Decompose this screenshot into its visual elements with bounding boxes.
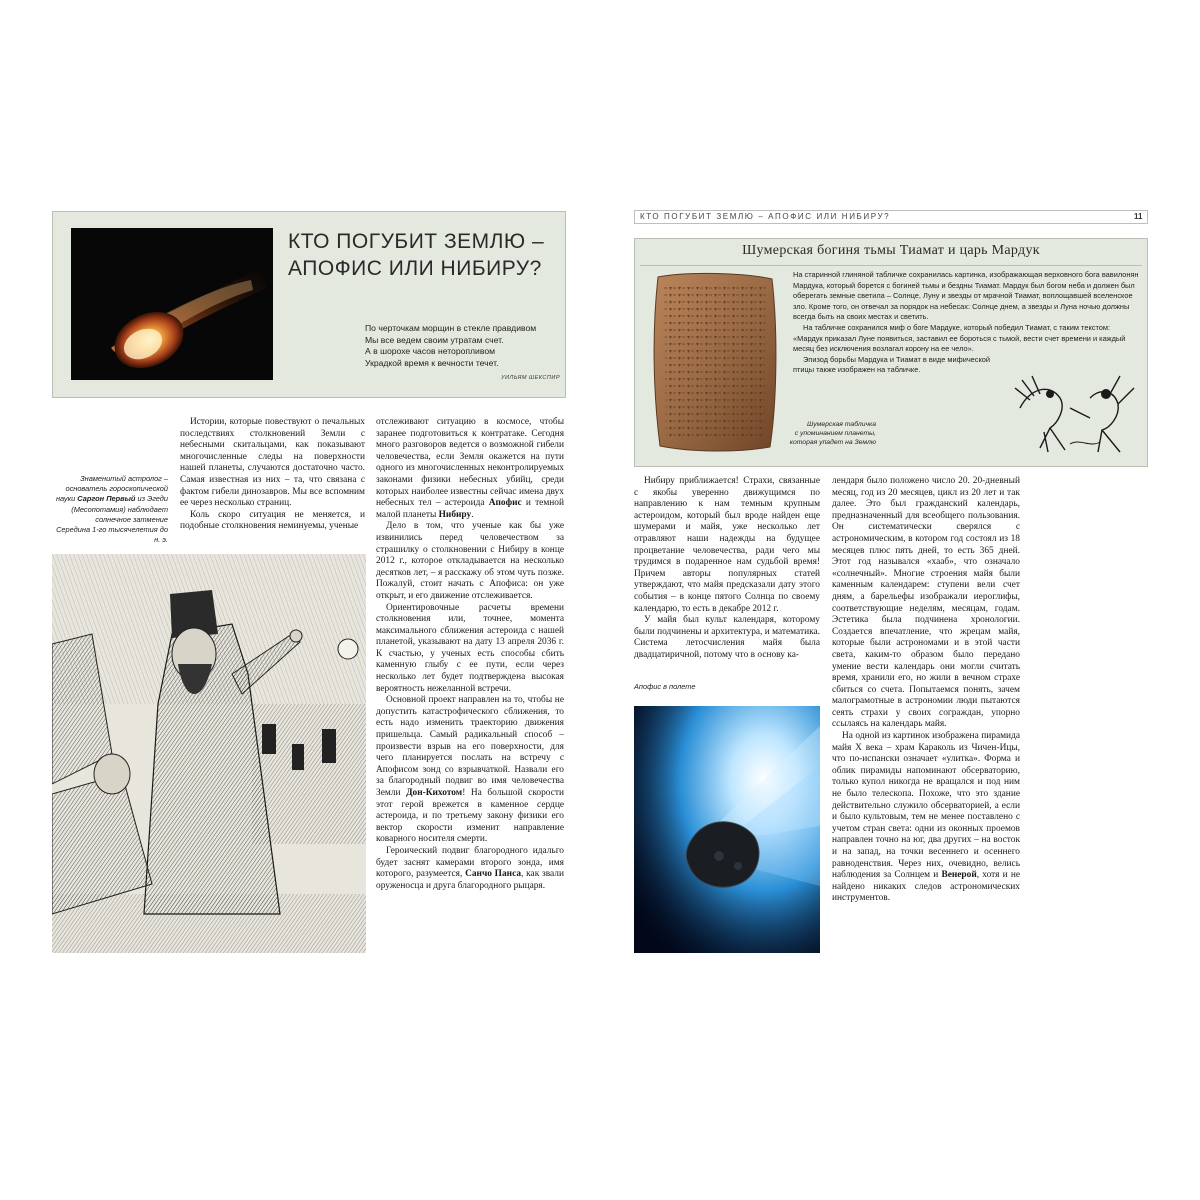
apophis-image — [634, 706, 820, 953]
paragraph-text: , как звали оруженосца и друга благородного рыцаря. — [376, 869, 564, 891]
paragraph-text: . — [471, 509, 474, 520]
paragraph: Эпизод борьбы Мардука и Тиамат в виде мифической птицы также изображен на табличке. — [793, 354, 991, 375]
epigraph-line: По черточкам морщин в стекле правдивом — [365, 323, 537, 333]
text-column-2 — [376, 417, 564, 892]
paragraph — [376, 846, 564, 892]
caption-line: основатель гороскопической — [65, 484, 168, 494]
text-column-1 — [180, 417, 365, 533]
battle-drawing-image — [1010, 368, 1140, 458]
paragraph-text: и темной малой планеты — [376, 498, 564, 520]
tablet-caption — [756, 420, 876, 448]
text-column-3 — [634, 476, 820, 662]
marduk-tiamat-drawing-icon — [1010, 368, 1140, 458]
paragraph: У майя был культ календаря, которому были подчинены и архитектура, и математика. Система летосчисления майя была двадцатиричной, потому что в основу ка- — [634, 615, 820, 660]
caption-line: которая упадет на Землю — [789, 439, 876, 447]
paragraph — [376, 695, 564, 846]
epigraph — [365, 323, 560, 369]
engraving-caption — [52, 474, 168, 545]
epigraph-author: УИЛЬЯМ ШЕКСПИР — [501, 375, 560, 381]
engraving-image — [52, 554, 366, 953]
paragraph — [376, 417, 564, 521]
paragraph: Нибиру приближается! Страхи, связанные с якобы уверенно движущимся по направлению к нам темным крупным астероидом, который был вроде найден еще шумерами и майя, уже несколько лет отравляют наши надежды на будущее процветание человечества, ради чего мы трудимся в подаренное нам судьбой время! Причем авторы популярных статей утверждают, что майя предсказали дату этого события – в конце пятого Солнца по своему календарю, то есть в декабре 2012 г. — [634, 476, 820, 614]
paragraph-text: На одной из картинок изображена пирамида майя X века – храм Караколь из Чичен-Ицы, что по-испански означает «улитка». Форма и облик пирамиды напоминают обсерваторию, только купол никогда не вращался и под ним не было телескопа. Похоже, что это здание действительно служило обсерваторией, а если и было культовым, тем не менее поставлено с учетом стран света: одни из оконных проемов направлен точно на юг, два других – на восток и на запад, на точки весеннего и осеннего равноденствия. Через них, очевидно, велись наблюдения за Солнцем и — [832, 731, 1020, 881]
bold-term: Апофис — [488, 498, 522, 509]
bold-term: Венерой — [941, 870, 977, 881]
apophis-caption: Апофис в полете — [634, 682, 696, 691]
paragraph: лендаря было положено число 20. 20-дневный месяц, год из 20 месяцев, цикл из 20 лет и так далее. Это был гражданский календарь, предназначенный для всеобщего пользования. Он систематически сверялся с астрономическим, в котором год состоял из 18 месяцев плюс пять дней, то есть 365 дней. Этот год назывался «хааб», что означало «солнечный». Многие строения майя были каменным календарем: ступени вели счет дням, а барельефы изображали иероглифы, соответствующие неделям, месяцам, годам. Эстетика была подчинена хронологии. Создается впечатление, что жрецам майя, которые были астрономами и в этой части света, каким-то образом было передано умение вести календарь они могли считать время, хранили его, но жили в вечном страхе сбиться со счета. Попытаемся понять, зачем малограмотные в астрономии люди пытаются сеять страхи у своих сограждан, упорно ссылаясь на календарь майя. — [832, 476, 1020, 730]
caption-line — [52, 494, 168, 504]
epigraph-line: Украдкой время к вечности течет. — [365, 357, 499, 368]
caption-line: (Месопотамия) наблюдает — [71, 504, 168, 514]
paragraph-text: ! На большой скорости этот герой врежется в каменное сердце астероида, и по третьему закону физики его вектор скорости изменит направление коварного носителя смерти. — [376, 788, 564, 845]
asteroid-icon — [634, 706, 820, 953]
paragraph: Коль скоро ситуация не меняется, и подобные столкновения неминуемы, ученые — [180, 509, 365, 532]
paragraph: Ориентировочные расчеты времени столкновения или, точнее, момента максимального сближения астероида с нашей планетой, указывают на дату 13 апреля 2036 г. К счастью, у ученых есть способы сбить каменную глыбу с ее пути, если через несколько лет будет подтверждена высокая вероятность нежеланной встречи. — [376, 602, 564, 694]
sidebar-divider — [640, 265, 1142, 266]
paragraph: На табличке сохранился миф о боге Мардуке, который победил Тиамат, с таким текстом: «Мардук приказал Луне появиться, заставил ее бороться с тьмой, вести счет времени и каждый месяц без исключения возлагал корону на ее чело». — [793, 322, 1126, 354]
paragraph-text: отслеживают ситуацию в космосе, чтобы заранее подготовиться к контратаке. Сегодня много разговоров ведется о возможной гибели человечества, если Земля окажется на пути одного из многочисленных неконтролируемых законами физики небесных убийц, среди которых наиболее известны сейчас имена двух небесных тел – астероида — [376, 417, 564, 509]
paragraph-text: Героический подвиг благородного идальго будет заснят камерами второго зонда, имя которого, разумеется, — [376, 845, 564, 880]
epigraph-line: А в шорохе часов неторопливом — [365, 346, 496, 356]
paragraph: На старинной глиняной табличке сохранилась картинка, изображающая верховного бога вавилонян Мардука, который борется с богиней тьмы и бездны Тиамат. Мардук был богом неба и должен был оберегать земные светила – Солнце, Луну и звезды от мрачной Тиамат, воплощавшей вселенское зло. Кроме того, он отвечал за порядок на небесах: Солнце днем, а звезды и Луна ночью должны всегда быть на своих местах и светить. — [793, 270, 1139, 322]
text-column-4 — [832, 476, 1020, 905]
caption-line: Знаменитый астролог – — [80, 474, 168, 483]
caption-text: из Эгеди — [135, 494, 168, 504]
caption-line: Шумерская табличка — [807, 421, 876, 428]
paragraph-text: Основной проект направлен на то, чтобы не допустить катастрофического сближения, то есть надо изменить траекторию движения пришельца. Самый радикальный способ – произвести взрыв на его поверхности, для чего планируется послать на встречу с Апофисом зонд со взрывчаткой. Назвали его за благородный подвиг во имя человечества Земли — [376, 695, 564, 798]
caption-line: с упоминанием планеты, — [794, 430, 876, 438]
page-number: 11 — [1134, 212, 1143, 221]
paragraph: Истории, которые повествуют о печальных последствиях столкновений Земли с небесными скитальцами, как показывают многочисленные следы на поверхности нашей планеты, случаются достаточно часто. Самая известная из них – та, что связана с фактом гибели динозавров. Мы все вспомним ее через несколько страниц. — [180, 417, 365, 509]
bold-term: Нибиру — [438, 509, 472, 520]
chapter-title-line: КТО ПОГУБИТ ЗЕМЛЮ – — [288, 230, 545, 253]
chapter-title — [288, 228, 558, 282]
paragraph: Дело в том, что ученые как бы уже извинились перед человечеством за страшилку о столкновении с Нибиру в конце 2012 г., которое откладывается на несколько десятков лет, – я расскажу об этом чуть позже. Пожалуй, стоит начать с Апофиса: он уже открыт, и его движение отслеживается. — [376, 521, 564, 601]
epigraph-line: Мы все ведем своим утратам счет. — [365, 334, 504, 345]
caption-line: Середина 1-го тысячелетия до н. э. — [56, 525, 168, 545]
astrologer-engraving-icon — [52, 554, 366, 953]
paragraph — [832, 731, 1020, 905]
sidebar-text — [793, 270, 1140, 376]
bold-term: Дон-Кихотом — [406, 788, 463, 798]
meteor-image — [71, 228, 273, 380]
caption-line: солнечное затмение — [95, 514, 168, 524]
running-head-title: КТО ПОГУБИТ ЗЕМЛЮ – АПОФИС ИЛИ НИБИРУ? — [640, 212, 891, 221]
paragraph-text: , хотя и не найдено никаких следов астрономических инструментов. — [832, 870, 1021, 904]
caption-text: науки — [55, 494, 78, 504]
caption-name: Саргон Первый — [77, 494, 136, 504]
chapter-title-line: АПОФИС ИЛИ НИБИРУ? — [288, 257, 542, 280]
bold-term: Санчо Панса — [465, 869, 522, 880]
sidebar-title: Шумерская богиня тьмы Тиамат и царь Мардук — [742, 243, 1040, 258]
meteor-fireball-icon — [71, 228, 273, 380]
